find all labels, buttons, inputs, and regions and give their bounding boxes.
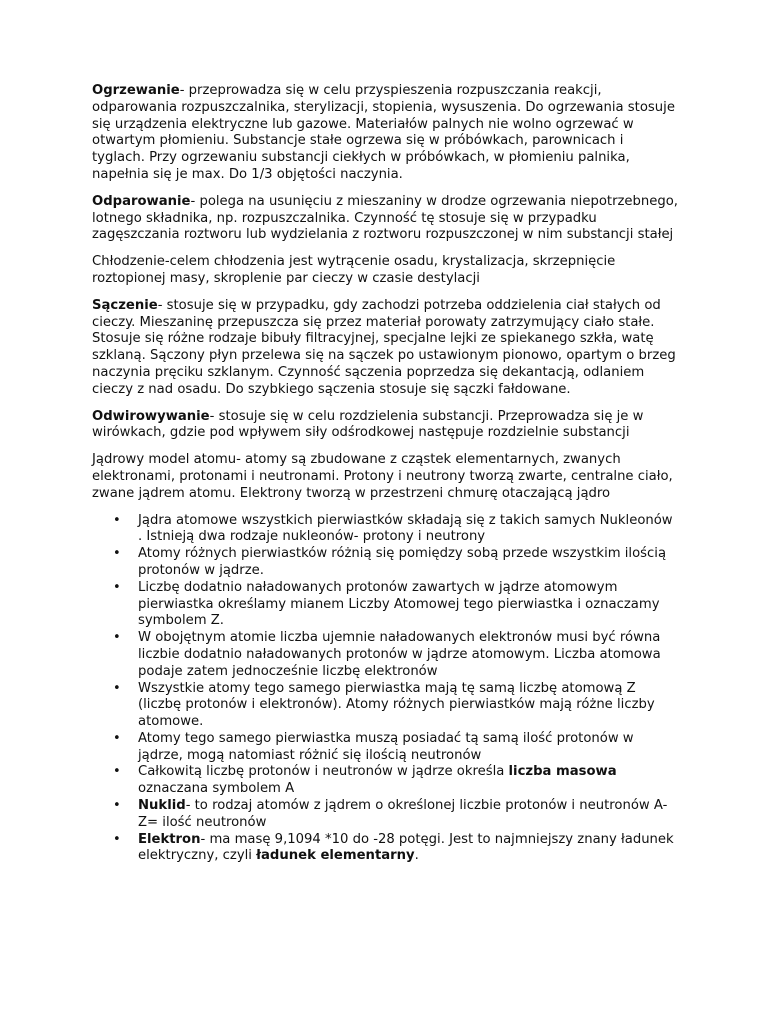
- term-odparowanie: Odparowanie: [92, 193, 191, 209]
- term-nuklid: Nuklid: [138, 798, 186, 814]
- paragraph-odparowanie: [92, 194, 680, 244]
- term-ogrzewanie: Ogrzewanie: [92, 83, 180, 98]
- list-item-liczba-masowa: [92, 764, 680, 798]
- paragraph-ogrzewanie: [92, 83, 680, 184]
- paragraph-text: - stosuje się w celu rozdzielenia substancji. Przeprowadza się je w wirówkach, gdzie pod wpływem siły odśrodkowej następuje rozdzielnie substancji: [92, 408, 644, 441]
- term-odwirowywanie: Odwirowywanie: [92, 408, 210, 424]
- paragraph-saczenie: [92, 298, 680, 399]
- list-item-nuklid: [92, 798, 680, 832]
- term-ladunek-elementarny: ładunek elementarny: [256, 848, 415, 864]
- bullet-icon: •: [113, 680, 121, 696]
- bullet-icon: •: [113, 630, 121, 646]
- list-item: [92, 630, 680, 680]
- list-item-text: Liczbę dodatnio naładowanych protonów zawartych w jądrze atomowym pierwiastka określamy mianem Liczby Atomowej tego pierwiastka i oznaczamy symbolem Z.: [138, 579, 660, 629]
- term-liczba-masowa: liczba masowa: [508, 764, 617, 780]
- list-item-text: Wszystkie atomy tego samego pierwiastka mają tę samą liczbę atomową Z (liczbę protonów i elektronów). Atomy różnych pierwiastków mają różne liczby atomowe.: [138, 680, 655, 730]
- paragraph-text: - przeprowadza się w celu przyspieszenia rozpuszczania reakcji, odparowania rozpuszczalnika, sterylizacji, stopienia, wysuszenia. Do ogrzewania stosuje się urządzenia elektryczne lub gazowe. Materiałów palnych nie wolno ogrzewać w otwartym płomieniu. Substancje stałe ogrzewa się w próbówkach, parownicach i tyglach. Przy ogrzewaniu substancji ciekłych w próbówkach, w płomieniu palnika, napełnia się je max. Do 1/3 objętości naczynia.: [92, 83, 675, 182]
- bullet-icon: •: [113, 546, 121, 562]
- list-item-text: Jądra atomowe wszystkich pierwiastków składają się z takich samych Nukleonów . Istnieją dwa rodzaje nukleonów- protony i neutrony: [138, 512, 673, 545]
- list-item-text: - to rodzaj atomów z jądrem o określonej liczbie protonów i neutronów A-Z= ilość neutronów: [138, 798, 668, 830]
- paragraph-text: Jądrowy model atomu- atomy są zbudowane z cząstek elementarnych, zwanych elektronami, protonami i neutronami. Protony i neutrony tworzą zwarte, centralne ciało, zwane jądrem atomu. Elektrony tworzą w przestrzeni chmurę otaczającą jądro: [92, 452, 673, 501]
- list-item-text: W obojętnym atomie liczba ujemnie naładowanych elektronów musi być równa liczbie dodatnio naładowanych protonów w jądrze atomowym. Liczba atomowa podaje zatem jednocześnie liczbę elektronów: [138, 630, 661, 679]
- term-elektron: Elektron: [138, 831, 201, 847]
- paragraph-text: Chłodzenie-celem chłodzenia jest wytrącenie osadu, krystalizacja, skrzepnięcie roztopionej masy, skroplenie par cieczy w czasie destylacji: [92, 254, 616, 286]
- list-item-text: Atomy tego samego pierwiastka muszą posiadać tą samą ilość protonów w jądrze, mogą natomiast różnić się ilością neutronów: [138, 730, 634, 763]
- list-item-text: - ma masę 9,1094 *10 do -28 potęgi. Jest to najmniejszy znany ładunek elektryczny, czyli: [138, 831, 674, 864]
- bullet-icon: •: [113, 579, 121, 595]
- paragraph-text: - stosuje się w przypadku, gdy zachodzi potrzeba oddzielenia ciał stałych od cieczy. Mieszaninę przepuszcza się przez materiał porowaty zatrzymujący ciało stałe. Stosuje się różne rodzaje bibuły filtracyjnej, specjalne lejki ze spiekanego szkła, watę szklaną. Sączony płyn przelewa się na sączek po ustawionym pionowo, opartym o brzeg naczynia pręciku szklanym. Czynność sączenia poprzedza się dekantacją, odlaniem cieczy z nad osadu. Do szybkiego sączenia stosuje się sączki fałdowane.: [92, 297, 676, 397]
- list-item: [92, 546, 680, 580]
- paragraph-chlodzenie: [92, 254, 680, 288]
- paragraph-text: - polega na usunięciu z mieszaniny w drodze ogrzewania niepotrzebnego, lotnego składnika, np. rozpuszczalnika. Czynność tę stosuje się w przypadku zagęszczania roztworu lub wydzielania z roztworu rozpuszczonej w nim substancji stałej: [92, 193, 678, 243]
- paragraph-odwirowywanie: [92, 409, 680, 443]
- list-item-elektron: [92, 832, 680, 866]
- list-item: [92, 681, 680, 731]
- list-item-text: Atomy różnych pierwiastków różnią się pomiędzy sobą przede wszystkim ilością protonów w jądrze.: [138, 546, 667, 578]
- list-item: [92, 580, 680, 630]
- list-item-text: .: [414, 848, 419, 864]
- list-item-text: Całkowitą liczbę protonów i neutronów w jądrze określa: [138, 764, 509, 780]
- list-item-text: oznaczana symbolem A: [138, 781, 295, 797]
- list-item: [92, 513, 680, 547]
- bullet-list: [92, 513, 680, 866]
- bullet-icon: •: [113, 512, 121, 528]
- bullet-icon: •: [113, 730, 121, 746]
- bullet-icon: •: [113, 764, 121, 780]
- list-item: [92, 731, 680, 765]
- term-saczenie: Sączenie: [92, 297, 158, 313]
- bullet-icon: •: [113, 831, 121, 847]
- bullet-icon: •: [113, 798, 121, 814]
- paragraph-model-atomu: [92, 452, 680, 502]
